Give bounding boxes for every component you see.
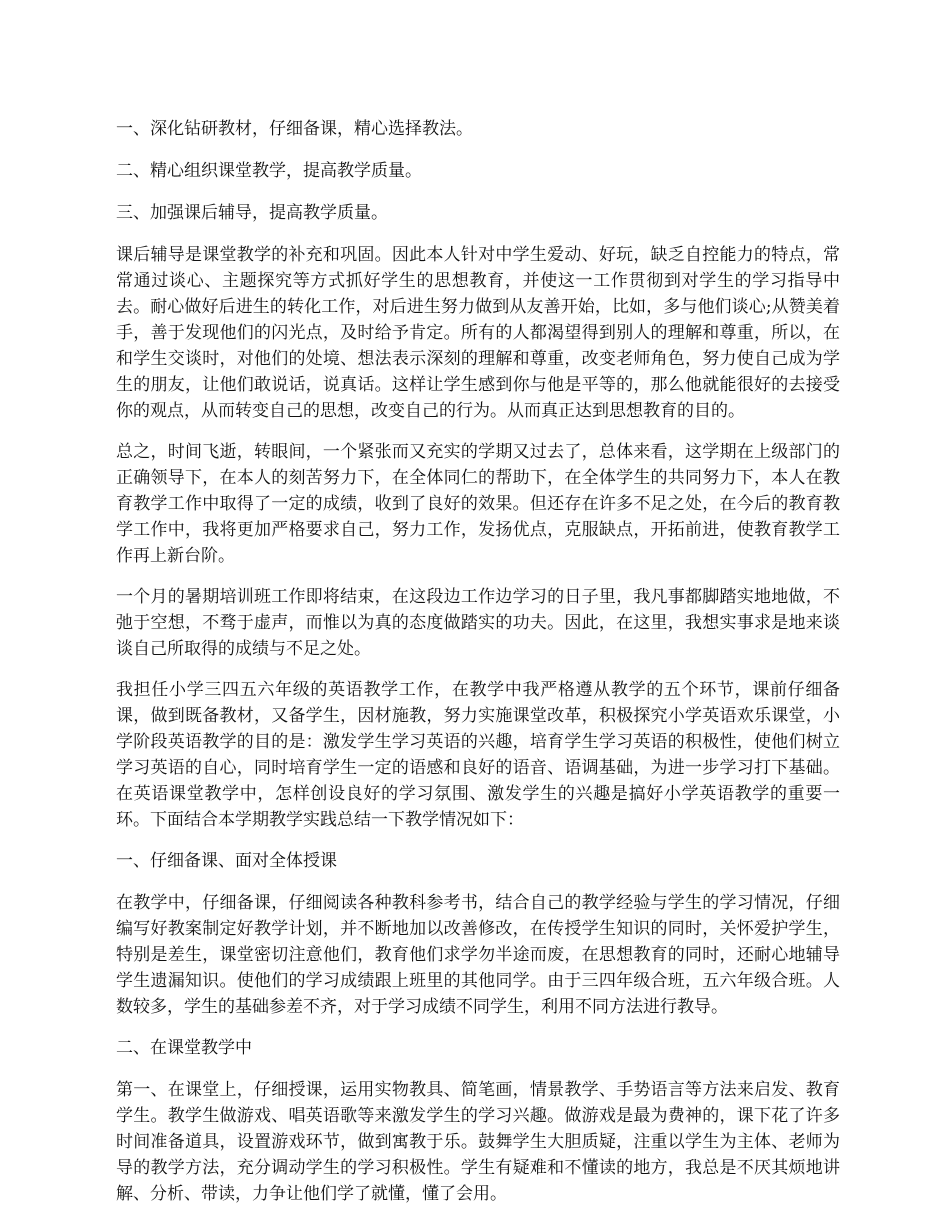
heading-careful-preparation: 一、仔细备课、面对全体授课 — [116, 851, 337, 871]
paragraph-summary: 总之，时间飞逝，转眼间，一个紧张而又充实的学期又过去了，总体来看，这学期在上级部门的正确领导下，在本人的刻苦努力下，在全体同仁的帮助下，在全体学生的共同努力下，本人在教育教学工作中取得了一定的成绩，收到了良好的效果。但还存在许多不足之处，在今后的教育教学工作中，我将更加严格要求自己，努力工作，发扬优点，克服缺点，开拓前进，使教育教学工作再上新台阶。 — [116, 442, 840, 566]
paragraph-tutoring-details: 课后辅导是课堂教学的补充和巩固。因此本人针对中学生爱动、好玩，缺乏自控能力的特点，常常通过谈心、主题探究等方式抓好学生的思想教育，并使这一工作贯彻到对学生的学习指导中去。耐心做好后进生的转化工作，对后进生努力做到从友善开始，比如，多与他们谈心;从赞美着手，善于发现他们的闪光点，及时给予肯定。所有的人都渴望得到别人的理解和尊重，所以，在和学生交谈时，对他们的处境、想法表示深刻的理解和尊重，改变老师角色，努力使自己成为学生的朋友，让他们敢说话，说真话。这样让学生感到你与他是平等的，那么他就能很好的去接受你的观点，从而转变自己的思想，改变自己的行为。从而真正达到思想教育的目的。 — [116, 245, 840, 421]
heading-in-class: 二、在课堂教学中 — [116, 1038, 252, 1058]
paragraph-summer-training: 一个月的暑期培训班工作即将结束，在这段边工作边学习的日子里，我凡事都脚踏实地地做，不弛于空想，不骛于虚声，而惟以为真的态度做踏实的功夫。因此，在这里，我想实事求是地来谈谈自己所取得的成绩与不足之处。 — [116, 587, 840, 659]
paragraph-in-class-details: 第一、在课堂上，仔细授课，运用实物教具、简笔画，情景教学、手势语言等方法来启发、教育学生。教学生做游戏、唱英语歌等来激发学生的学习兴趣。做游戏是最为费神的，课下花了许多时间准备道具，设置游戏环节，做到寓教于乐。鼓舞学生大胆质疑，注重以学生为主体、老师为导的教学方法，充分调动学生的学习积极性。学生有疑难和不懂读的地方，我总是不厌其烦地讲解、分析、带读，力争让他们学了就懂，懂了会用。 — [116, 1080, 840, 1204]
heading-classroom-teaching: 二、精心组织课堂教学，提高教学质量。 — [116, 161, 422, 181]
heading-after-class-tutoring: 三、加强课后辅导，提高教学质量。 — [116, 203, 388, 223]
heading-deepen-study: 一、深化钻研教材，仔细备课，精心选择教法。 — [116, 119, 473, 139]
paragraph-english-teaching: 我担任小学三四五六年级的英语教学工作，在教学中我严格遵从教学的五个环节，课前仔细备课，做到既备教材，又备学生，因材施教，努力实施课堂改革，积极探究小学英语欢乐课堂，小学阶段英语教学的目的是：激发学生学习英语的兴趣，培育学生学习英语的积极性，使他们树立学习英语的自心，同时培育学生一定的语感和良好的语音、语调基础，为进一步学习打下基础。在英语课堂教学中，怎样创设良好的学习氛围、激发学生的兴趣是搞好小学英语教学的重要一环。下面结合本学期教学实践总结一下教学情况如下： — [116, 680, 840, 830]
document-body — [116, 116, 840, 1222]
paragraph-preparation-details: 在教学中，仔细备课，仔细阅读各种教科参考书，结合自己的教学经验与学生的学习情况，仔细编写好教案制定好教学计划，并不断地加以改善修改，在传授学生知识的同时，关怀爱护学生，特别是差生，课堂密切注意他们，教育他们求学勿半途而废，在思想教育的同时，还耐心地辅导学生遗漏知识。使他们的学习成绩跟上班里的其他同学。由于三四年级合班，五六年级合班。人数较多，学生的基础参差不齐，对于学习成绩不同学生，利用不同方法进行教导。 — [116, 893, 840, 1017]
